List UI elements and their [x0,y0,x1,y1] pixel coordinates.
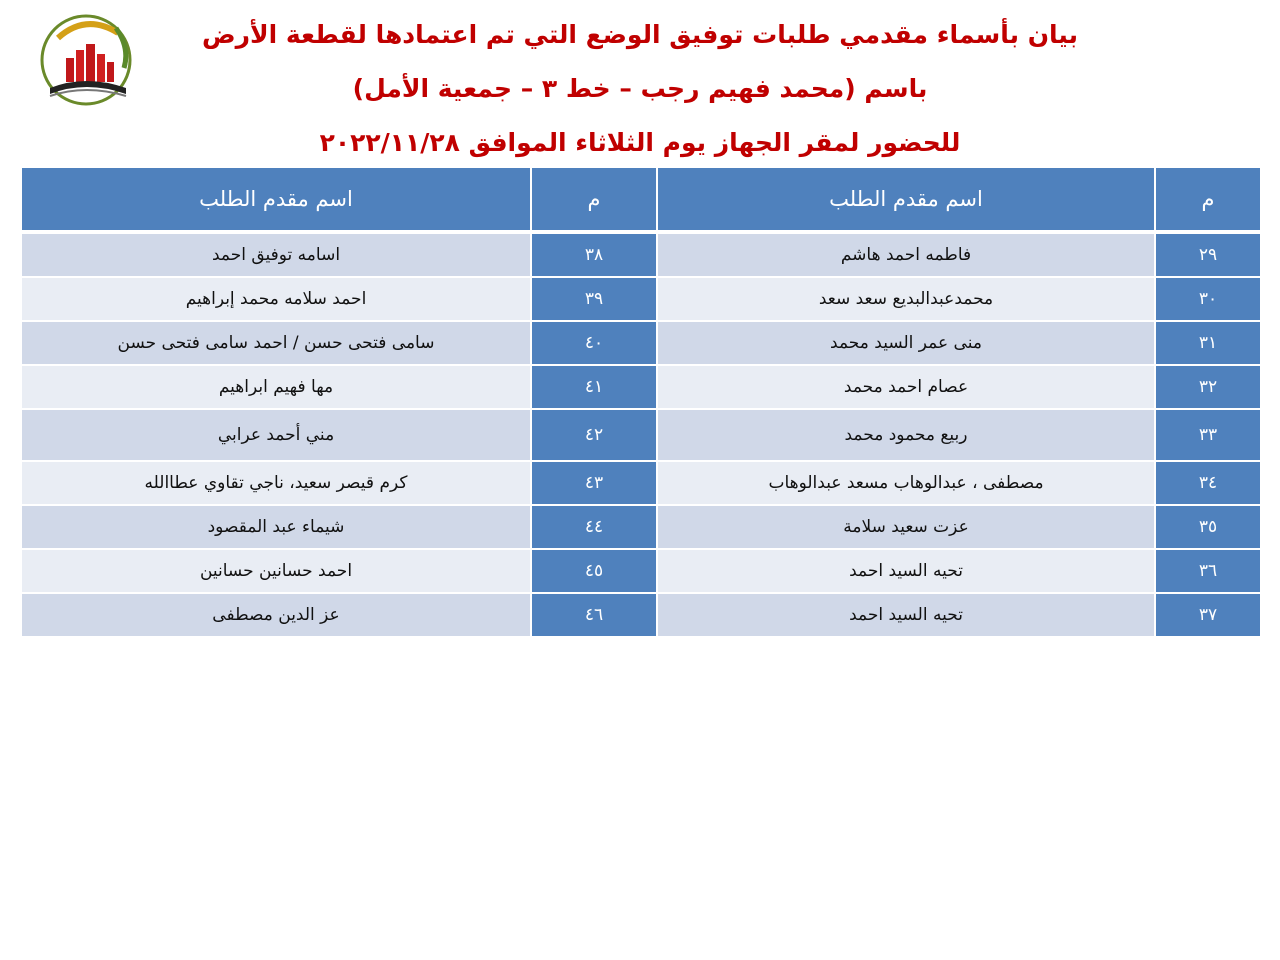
table-row [21,593,1261,637]
column-header-applicant-name: اسم مقدم الطلب [657,167,1155,232]
applicant-name: عز الدين مصطفى [21,593,531,637]
applicant-name: مني أحمد عرابي [21,409,531,461]
title-line-1: بيان بأسماء مقدمي طلبات توفيق الوضع التي تم اعتمادها لقطعة الأرض [201,20,1079,49]
row-number: ٤١ [531,365,657,409]
row-number: ٣٥ [1155,505,1261,549]
table-row [21,461,1261,505]
row-number: ٣٧ [1155,593,1261,637]
row-number: ٤٥ [531,549,657,593]
applicant-name: شيماء عبد المقصود [21,505,531,549]
table-row [21,505,1261,549]
applicant-name: فاطمه احمد هاشم [657,232,1155,277]
applicant-name: تحيه السيد احمد [657,549,1155,593]
row-number: ٣٢ [1155,365,1261,409]
row-number: ٣٨ [531,232,657,277]
applicant-name: سامى فتحى حسن / احمد سامى فتحى حسن [21,321,531,365]
table-header-row [21,167,1261,232]
row-number: ٤٦ [531,593,657,637]
applicant-name: احمد حسانين حسانين [21,549,531,593]
table-row [21,365,1261,409]
row-number: ٣٤ [1155,461,1261,505]
applicant-name: عزت سعيد سلامة [657,505,1155,549]
row-number: ٣٩ [531,277,657,321]
document-header [160,8,1120,170]
applicant-name: اسامه توفيق احمد [21,232,531,277]
row-number: ٤٢ [531,409,657,461]
applicant-name: ربيع محمود محمد [657,409,1155,461]
table-row [21,549,1261,593]
row-number: ٣٦ [1155,549,1261,593]
row-number: ٤٠ [531,321,657,365]
table-row [21,409,1261,461]
row-number: ٣١ [1155,321,1261,365]
table-row [21,232,1261,277]
title-line-3: للحضور لمقر الجهاز يوم الثلاثاء الموافق ٢٠٢٢/١١/٢٨ [319,128,961,157]
row-number: ٤٣ [531,461,657,505]
applicant-name: احمد سلامه محمد إبراهيم [21,277,531,321]
title-line-2: باسم (محمد فهيم رجب – خط ٣ – جمعية الأمل) [352,74,928,103]
table-row [21,277,1261,321]
column-header-number: م [1155,167,1261,232]
applicant-name: مصطفى ، عبدالوهاب مسعد عبدالوهاب [657,461,1155,505]
row-number: ٣٣ [1155,409,1261,461]
applicant-name: كرم قيصر سعيد، ناجي تقاوي عطاالله [21,461,531,505]
applicant-name: محمدعبدالبديع سعد سعد [657,277,1155,321]
column-header-number: م [531,167,657,232]
row-number: ٣٠ [1155,277,1261,321]
table-row [21,321,1261,365]
row-number: ٤٤ [531,505,657,549]
applicant-name: عصام احمد محمد [657,365,1155,409]
applicant-name: مها فهيم ابراهيم [21,365,531,409]
applicants-table [20,166,1262,638]
row-number: ٢٩ [1155,232,1261,277]
city-development-logo-icon [38,8,138,108]
applicant-name: منى عمر السيد محمد [657,321,1155,365]
column-header-applicant-name: اسم مقدم الطلب [21,167,531,232]
applicant-name: تحيه السيد احمد [657,593,1155,637]
